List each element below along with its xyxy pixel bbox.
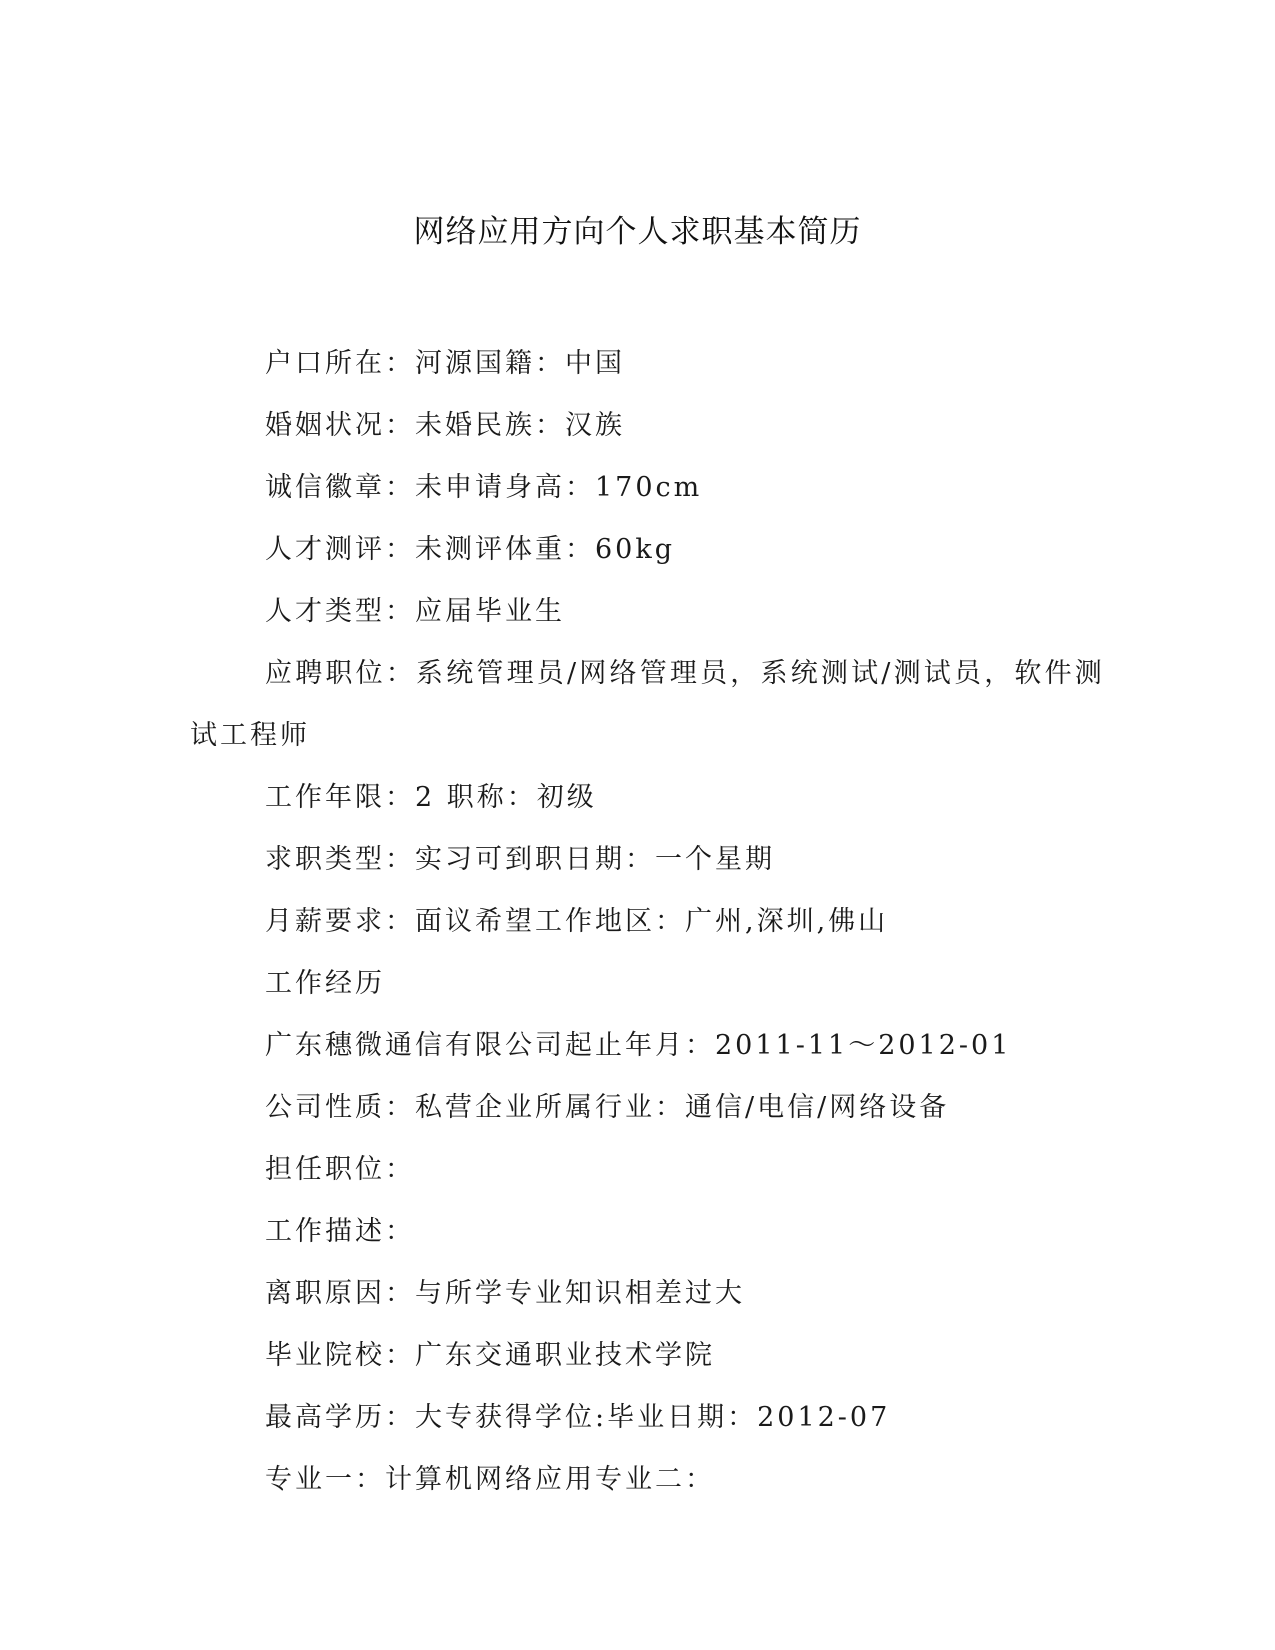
line-job-type: 求职类型：实习可到职日期：一个星期	[265, 844, 775, 875]
line-company: 广东穗微通信有限公司起止年月：2011-11～2012-01	[265, 1030, 1012, 1061]
line-work-years: 工作年限：2 职称：初级	[265, 782, 597, 813]
line-salary: 月薪要求：面议希望工作地区：广州,深圳,佛山	[265, 906, 889, 937]
line-company-nature: 公司性质：私营企业所属行业：通信/电信/网络设备	[265, 1092, 950, 1123]
line-talent-assessment: 人才测评：未测评体重：60kg	[265, 534, 676, 565]
section-work-experience: 工作经历	[265, 968, 385, 999]
document-body	[190, 333, 1105, 1511]
line-school: 毕业院校：广东交通职业技术学院	[265, 1340, 715, 1371]
line-marital-status: 婚姻状况：未婚民族：汉族	[265, 410, 625, 441]
line-credit-badge: 诚信徽章：未申请身高：170cm	[265, 472, 703, 503]
line-position-held: 担任职位：	[265, 1154, 415, 1185]
line-major: 专业一：计算机网络应用专业二：	[265, 1464, 715, 1495]
line-leave-reason: 离职原因：与所学专业知识相差过大	[265, 1278, 745, 1309]
line-education: 最高学历：大专获得学位:毕业日期：2012-07	[265, 1402, 891, 1433]
line-talent-type: 人才类型：应届毕业生	[265, 596, 565, 627]
line-job-description: 工作描述：	[265, 1216, 415, 1247]
document-title: 网络应用方向个人求职基本简历	[413, 214, 862, 250]
line-applied-position-cont: 试工程师	[190, 720, 310, 751]
line-applied-position: 应聘职位：系统管理员/网络管理员，系统测试/测试员，软件测	[265, 658, 1105, 689]
line-hukou: 户口所在：河源国籍：中国	[265, 348, 625, 379]
